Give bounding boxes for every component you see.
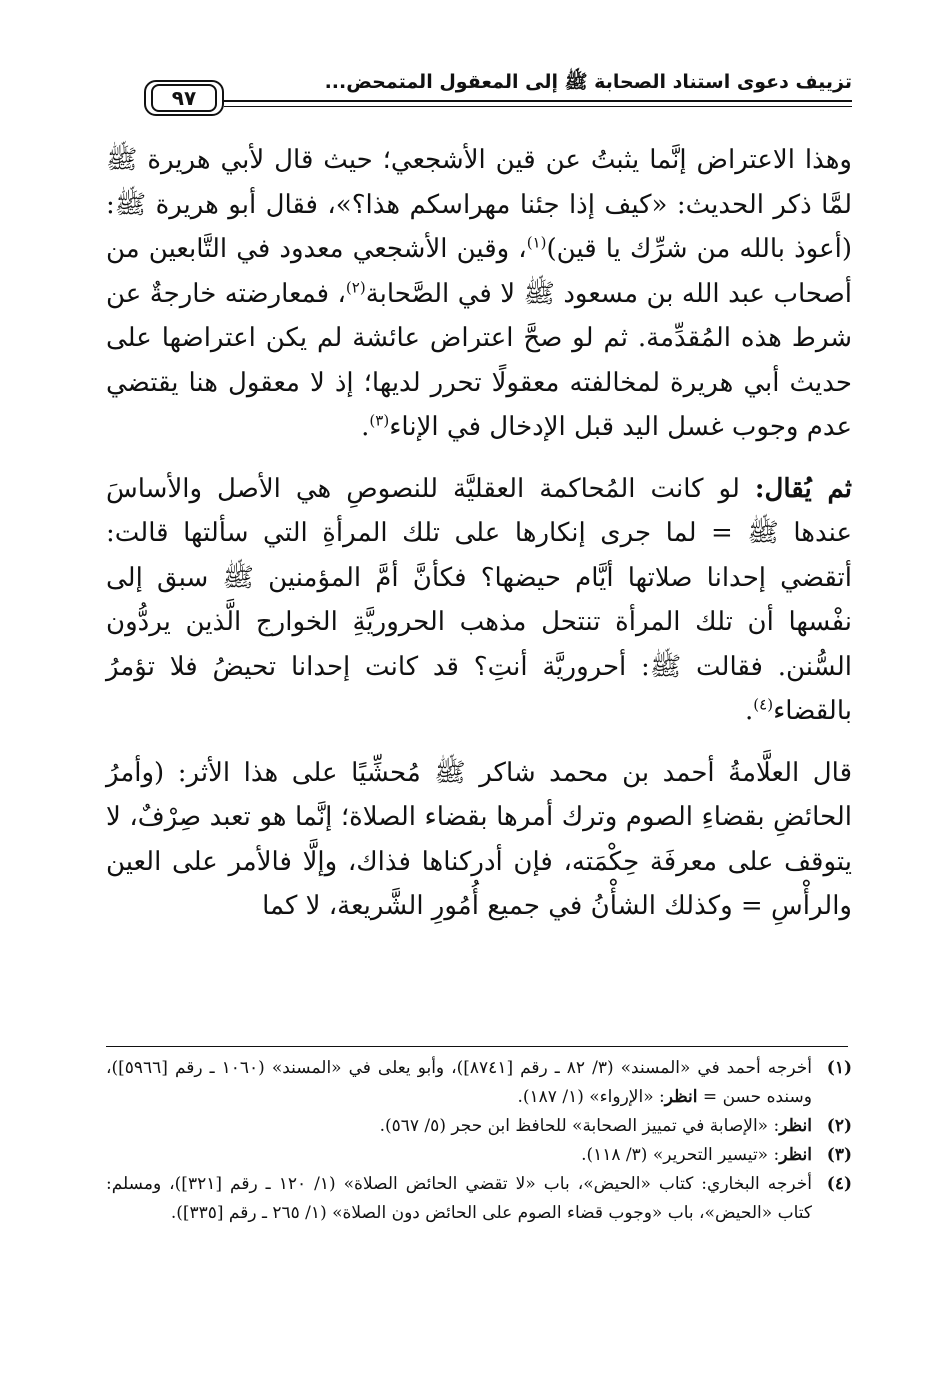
paragraph-text: قال العلَّامةُ أحمد بن محمد شاكر ﷺ مُحشِّيًا على هذا الأثر: (وأمرُ الحائضِ بقضاءِ الصوم وترك أمرها بقضاء الصلاة؛ إنَّما هو تعبد صِرْفٌ، لا يتوقف على معرفَة حِكْمَته، فإن أدركناها فذاك، وإلَّا فالأمر على العين والرأْسِ = وكذلك الشأْنُ في جميع أُمُورِ الشَّريعة، لا كما (106, 757, 852, 921)
header-rule-thin (224, 106, 852, 107)
footnote-text (106, 1054, 812, 1112)
footnote-number: (١) (826, 1058, 852, 1078)
footnote-number: (٤) (826, 1174, 852, 1194)
main-text (106, 138, 852, 929)
header-rule (224, 100, 852, 102)
footnote-separator (106, 1046, 848, 1047)
footnote-item (106, 1141, 852, 1170)
footnote-item (106, 1170, 852, 1228)
footnote-bold: انظر (779, 1116, 812, 1136)
footnote-item (106, 1054, 852, 1112)
footnote-text-part: : «تيسير التحرير» (٣/ ١١٨). (581, 1145, 780, 1165)
paragraph-text: ، وقين الأشجعي معدود في التَّابعين من أصحاب عبد الله بن مسعود ﷺ لا في الصَّحابة (106, 234, 852, 309)
footnote-number: (٣) (826, 1145, 852, 1165)
footnote-text (106, 1112, 812, 1141)
footnote-number: (٢) (826, 1116, 852, 1136)
paragraph (106, 751, 852, 929)
footnotes (106, 1054, 852, 1228)
footnote-ref: (١) (526, 233, 547, 252)
footnote-text-part: أخرجه البخاري: كتاب «الحيض»، باب «لا تقضي الحائض الصلاة» (١/ ١٢٠ ـ رقم [٣٢١])، ومسلم: كتاب «الحيض»، باب «وجوب قضاء الصوم على الحائض دون الصلاة» (١/ ٢٦٥ ـ رقم [٣٣٥]). (106, 1174, 812, 1223)
footnote-bold: انظر (664, 1087, 698, 1107)
footnote-text (106, 1141, 812, 1170)
paragraph (106, 467, 852, 734)
paragraph-text: ، فمعارضته خارجةٌ عن شرط هذه المُقدِّمة. ثم لو صحَّ اعتراض عائشة لم يكن اعتراضها على حديث أبي هريرة لمخالفته معقولًا تحرر لديها؛ إذ لا معقول هنا يقتضي عدم وجوب غسل اليد قبل الإدخال في الإناء (106, 278, 852, 442)
paragraph-end: . (361, 412, 370, 442)
paragraph-text: وهذا الاعتراض إنَّما يثبتُ عن قين الأشجعي؛ حيث قال لأبي هريرة ﷺ لمَّا ذكر الحديث: «كيف إذا جئنا مهراسكم هذا؟»، فقال أبو هريرة ﷺ: (أعوذ بالله من شرِّك يا قين) (106, 145, 852, 264)
footnote-ref: (٤) (753, 695, 774, 714)
footnote-text-part: أخرجه أحمد في «المسند» (٣/ ٨٢ ـ رقم [٨٧٤١])، وأبو يعلى في «المسند» (١٠٦٠ ـ رقم [٥٩٦٦])، وسنده حسن = (106, 1058, 812, 1107)
page-number: ٩٧ (151, 84, 217, 112)
page-number-frame (144, 80, 224, 116)
footnote-text-part: : «الإرواء» (١/ ١٨٧). (517, 1087, 665, 1107)
footnote-item (106, 1112, 852, 1141)
footnote-text-part: : «الإصابة في تمييز الصحابة» للحافظ ابن حجر (٥/ ٥٦٧). (379, 1116, 780, 1136)
footnote-ref: (٣) (369, 411, 390, 430)
running-title: تزييف دعوى استناد الصحابة ﷺ إلى المعقول المتمحض... (324, 71, 852, 93)
paragraph-lead: ثم يُقال: (754, 473, 853, 504)
footnote-bold: انظر (779, 1145, 812, 1165)
paragraph-end: . (745, 696, 754, 726)
footnote-text (106, 1170, 812, 1228)
paragraph (106, 138, 852, 450)
paragraph-text: لو كانت المُحاكمة العقليَّة للنصوصِ هي الأصل والأساسَ عندها ﷺ = لما جرى إنكارها على تلك المرأةِ التي سألتها قالت: أتقضي إحدانا صلاتها أيَّام حيضها؟ فكأنَّ أمَّ المؤمنين ﷺ سبق إلى نفْسها أن تلك المرأة تنتحل مذهب الحروريَّةِ الخوارج الَّذين يردُّون السُّنن. فقالت ﷺ: أحروريَّة أنتِ؟ قد كانت إحدانا تحيضُ فلا تؤمرُ بالقضاء (106, 473, 852, 726)
footnote-ref: (٢) (345, 277, 366, 296)
